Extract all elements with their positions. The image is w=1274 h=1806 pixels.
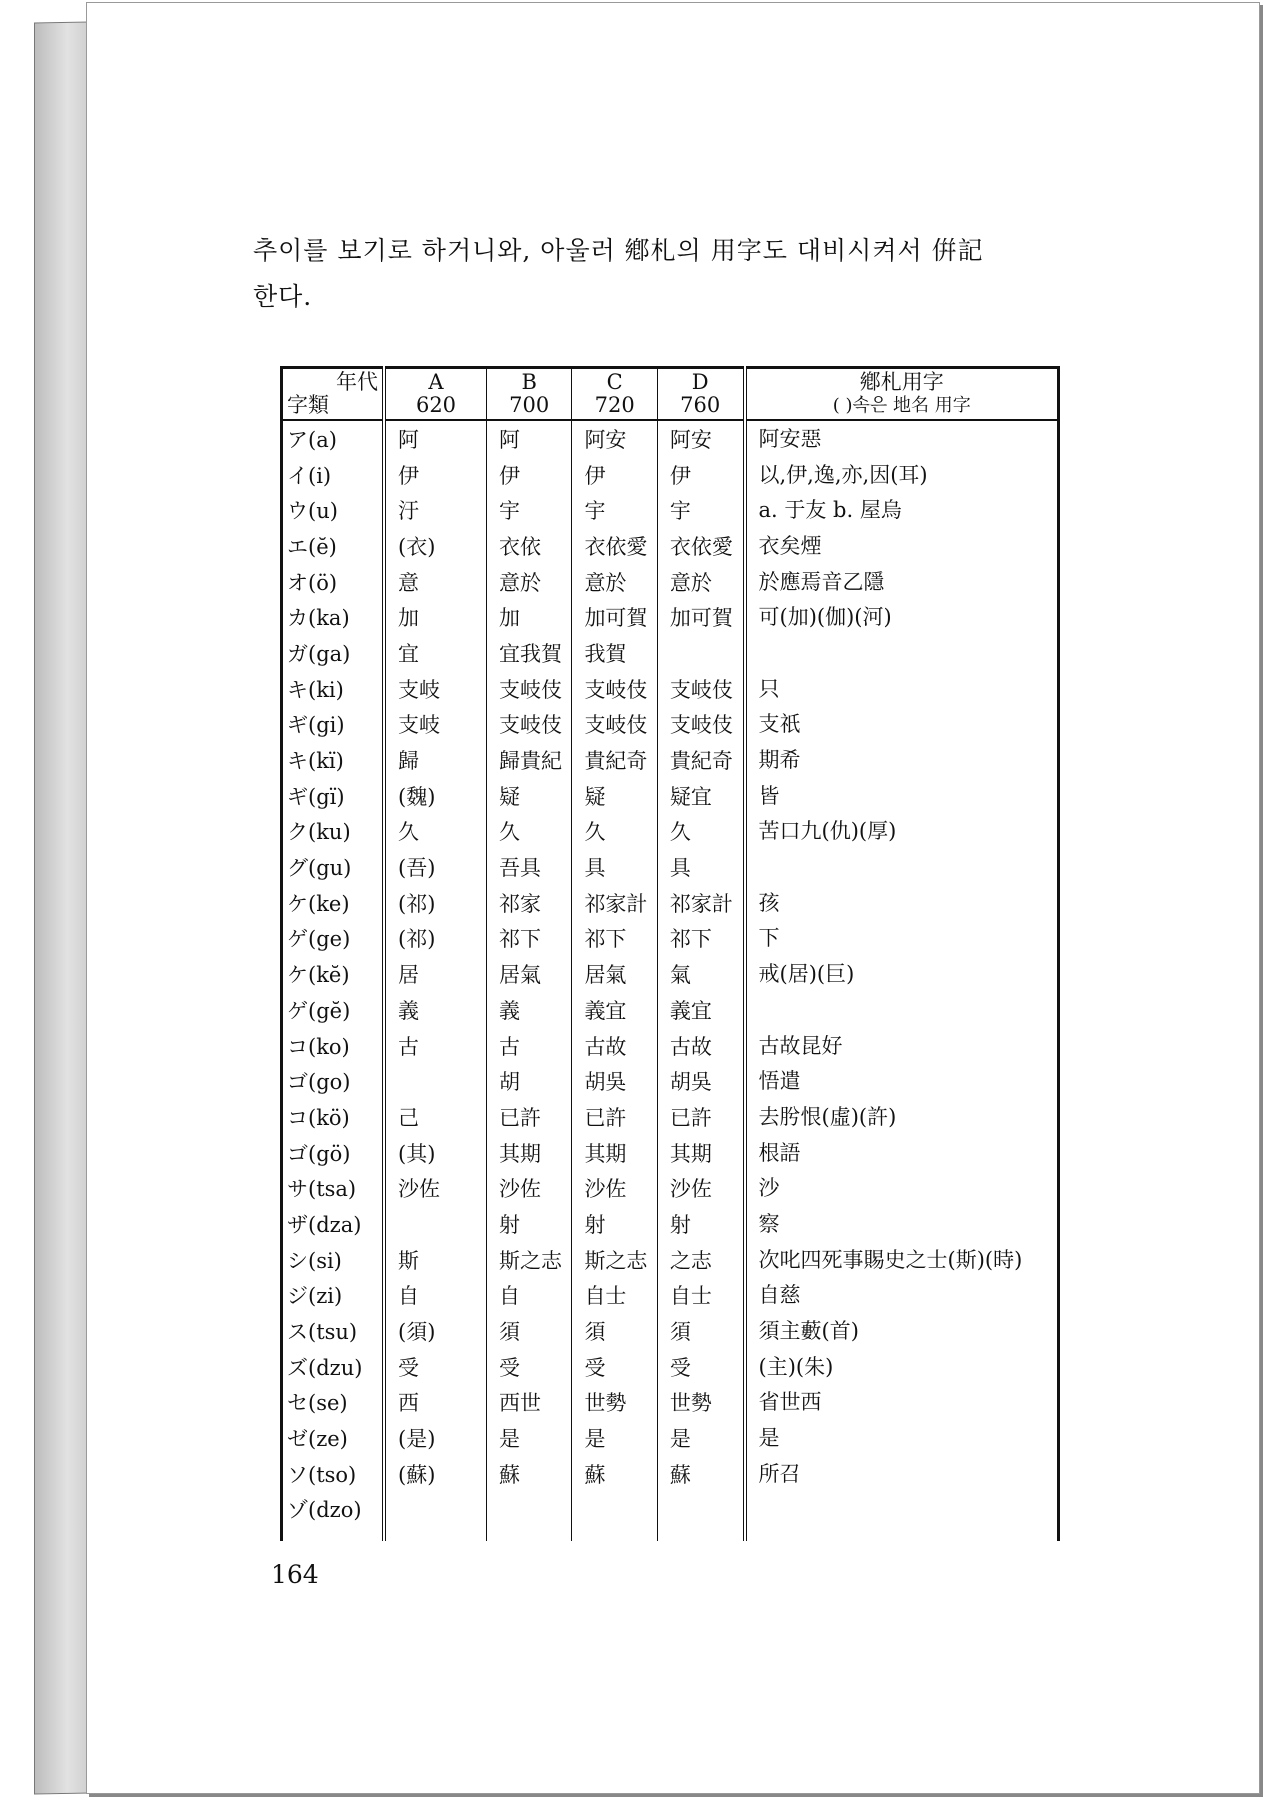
- hyangchal-cell: 衣矣煙: [745, 528, 1059, 564]
- hyangchal-cell: 苦口九(仇)(厚): [745, 814, 1059, 850]
- hyangchal-cell: 沙: [745, 1170, 1059, 1206]
- col-b-cell: 久: [487, 814, 572, 850]
- col-b-cell: 已許: [487, 1099, 572, 1135]
- col-c-cell: 我賀: [572, 635, 657, 671]
- table-row: [282, 778, 1059, 814]
- col-b-cell: 自: [487, 1278, 572, 1314]
- col-b-cell: 義: [487, 992, 572, 1028]
- hyangchal-cell: 皆: [745, 778, 1059, 814]
- hyangchal-cell: 省世西: [745, 1385, 1059, 1421]
- col-a-cell: 加: [384, 599, 487, 635]
- hyangchal-cell: [745, 1492, 1059, 1542]
- table-row: [282, 956, 1059, 992]
- hyangchal-cell: 於應焉音乙隱: [745, 564, 1059, 600]
- hyangchal-cell: 下: [745, 921, 1059, 957]
- col-c-cell: 貴紀奇: [572, 742, 657, 778]
- table-row: [282, 1099, 1059, 1135]
- col-c-cell: 胡吳: [572, 1063, 657, 1099]
- col-d-cell: 久: [657, 814, 744, 850]
- col-a-cell: 伊: [384, 457, 487, 493]
- col-d-cell: 貴紀奇: [657, 742, 744, 778]
- table-row: [282, 707, 1059, 743]
- hyangchal-cell: 以,伊,逸,亦,因(耳): [745, 457, 1059, 493]
- kana-cell: サ(tsa): [282, 1170, 385, 1206]
- col-b-cell: 吾具: [487, 849, 572, 885]
- col-c-cell: 加可賀: [572, 599, 657, 635]
- col-b-cell: 其期: [487, 1135, 572, 1171]
- paragraph-line-1: 추이를 보기로 하거니와, 아울러 鄕札의 用字도 대비시켜서 倂記: [253, 236, 984, 265]
- col-a-cell: 自: [384, 1278, 487, 1314]
- hyangchal-cell: 察: [745, 1206, 1059, 1242]
- kana-cell: シ(si): [282, 1242, 385, 1278]
- col-d-cell: 祁家計: [657, 885, 744, 921]
- col-b-cell: 古: [487, 1028, 572, 1064]
- col-c-cell: 居氣: [572, 956, 657, 992]
- table-row: [282, 1206, 1059, 1242]
- kana-cell: ク(ku): [282, 814, 385, 850]
- hyangchal-cell: [745, 992, 1059, 1028]
- kana-cell: ガ(ga): [282, 635, 385, 671]
- col-b-cell: 胡: [487, 1063, 572, 1099]
- col-year: 760: [680, 393, 721, 417]
- col-d-cell: 阿安: [657, 420, 744, 457]
- col-c-cell: 是: [572, 1420, 657, 1456]
- kana-cell: グ(gu): [282, 849, 385, 885]
- col-a-cell: 義: [384, 992, 487, 1028]
- table-row: [282, 1242, 1059, 1278]
- col-b-cell: 衣依: [487, 528, 572, 564]
- col-c-cell: 受: [572, 1349, 657, 1385]
- hyangchal-cell: 可(加)(伽)(河): [745, 599, 1059, 635]
- col-d-cell: 射: [657, 1206, 744, 1242]
- col-a-cell: 西: [384, 1385, 487, 1421]
- col-b-cell: 受: [487, 1349, 572, 1385]
- col-c-cell: 支岐伎: [572, 707, 657, 743]
- body-paragraph: [253, 228, 1093, 320]
- col-c-cell: 射: [572, 1206, 657, 1242]
- hyangchal-cell: a. 于友 b. 屋烏: [745, 492, 1059, 528]
- header-hyangchal: [745, 368, 1059, 421]
- hyangchal-cell: 戒(居)(巨): [745, 956, 1059, 992]
- kana-cell: ケ(kĕ): [282, 956, 385, 992]
- col-c-cell: 具: [572, 849, 657, 885]
- kana-cell: ゾ(dzo): [282, 1492, 385, 1542]
- col-d-cell: 受: [657, 1349, 744, 1385]
- col-d-cell: 衣依愛: [657, 528, 744, 564]
- col-letter: B: [521, 370, 537, 394]
- col-d-cell: 其期: [657, 1135, 744, 1171]
- col-a-cell: 己: [384, 1099, 487, 1135]
- col-c-cell: [572, 1492, 657, 1542]
- col-a-cell: 阿: [384, 420, 487, 457]
- col-a-cell: (須): [384, 1313, 487, 1349]
- col-d-cell: 義宜: [657, 992, 744, 1028]
- col-d-cell: 胡吳: [657, 1063, 744, 1099]
- hyangchal-cell: 支祇: [745, 707, 1059, 743]
- col-b-cell: 須: [487, 1313, 572, 1349]
- table-row: [282, 671, 1059, 707]
- col-b-cell: [487, 1492, 572, 1542]
- col-d-cell: 已許: [657, 1099, 744, 1135]
- col-b-cell: 宇: [487, 492, 572, 528]
- col-c-cell: 沙佐: [572, 1170, 657, 1206]
- col-year: 720: [594, 393, 635, 417]
- col-a-cell: (魏): [384, 778, 487, 814]
- col-b-cell: 宜我賀: [487, 635, 572, 671]
- col-year: 700: [509, 393, 550, 417]
- hyangchal-cell: 是: [745, 1420, 1059, 1456]
- table-row: [282, 1420, 1059, 1456]
- col-d-cell: 加可賀: [657, 599, 744, 635]
- col-a-cell: 久: [384, 814, 487, 850]
- col-d-cell: 支岐伎: [657, 707, 744, 743]
- col-d-cell: 具: [657, 849, 744, 885]
- table-row: [282, 992, 1059, 1028]
- col-d-cell: 古故: [657, 1028, 744, 1064]
- col-c-cell: 意於: [572, 564, 657, 600]
- hyangchal-cell: 次叱四死事賜史之士(斯)(時): [745, 1242, 1059, 1278]
- kana-cell: コ(ko): [282, 1028, 385, 1064]
- col-b-cell: 支岐伎: [487, 707, 572, 743]
- col-b-cell: 蘇: [487, 1456, 572, 1492]
- col-a-cell: 居: [384, 956, 487, 992]
- header-corner: [282, 368, 385, 421]
- col-a-cell: 沙佐: [384, 1170, 487, 1206]
- col-d-cell: 世勢: [657, 1385, 744, 1421]
- col-c-cell: 伊: [572, 457, 657, 493]
- col-b-cell: 歸貴紀: [487, 742, 572, 778]
- col-d-cell: 沙佐: [657, 1170, 744, 1206]
- kana-cell: ケ(ke): [282, 885, 385, 921]
- hyangchal-cell: (主)(朱): [745, 1349, 1059, 1385]
- kana-cell: オ(ö): [282, 564, 385, 600]
- kana-cell: ザ(dza): [282, 1206, 385, 1242]
- table-row: [282, 1028, 1059, 1064]
- hyangchal-cell: 所召: [745, 1456, 1059, 1492]
- table-header-row: [282, 368, 1059, 421]
- col-a-cell: 支岐: [384, 671, 487, 707]
- col-a-cell: (祁): [384, 885, 487, 921]
- col-c-cell: 義宜: [572, 992, 657, 1028]
- col-c-cell: 自士: [572, 1278, 657, 1314]
- col-c-cell: 其期: [572, 1135, 657, 1171]
- col-b-cell: 意於: [487, 564, 572, 600]
- col-d-cell: 意於: [657, 564, 744, 600]
- header-era: 年代: [336, 370, 378, 394]
- col-b-cell: 西世: [487, 1385, 572, 1421]
- table-row: [282, 1385, 1059, 1421]
- hyangchal-cell: 須主藪(首): [745, 1313, 1059, 1349]
- table-row: [282, 1170, 1059, 1206]
- col-b-cell: 居氣: [487, 956, 572, 992]
- header-col-c: [572, 368, 657, 421]
- col-c-cell: 世勢: [572, 1385, 657, 1421]
- col-d-cell: 宇: [657, 492, 744, 528]
- hyangchal-cell: 只: [745, 671, 1059, 707]
- table-body: [282, 420, 1059, 1541]
- col-b-cell: 祁下: [487, 921, 572, 957]
- header-col-b: [487, 368, 572, 421]
- header-category: 字類: [287, 393, 329, 417]
- col-letter: C: [606, 370, 623, 394]
- col-a-cell: [384, 1063, 487, 1099]
- kana-cell: コ(kö): [282, 1099, 385, 1135]
- col-d-cell: 氣: [657, 956, 744, 992]
- hyangchal-title: 鄕札用字: [859, 370, 944, 394]
- table-row: [282, 1313, 1059, 1349]
- col-b-cell: 祁家: [487, 885, 572, 921]
- hyangchal-cell: 期希: [745, 742, 1059, 778]
- col-a-cell: (衣): [384, 528, 487, 564]
- table-row: [282, 492, 1059, 528]
- kana-cell: ギ(gï): [282, 778, 385, 814]
- table-row: [282, 1135, 1059, 1171]
- kana-cell: ギ(gi): [282, 707, 385, 743]
- col-a-cell: [384, 1206, 487, 1242]
- table-row: [282, 1456, 1059, 1492]
- kana-cell: ゲ(ge): [282, 921, 385, 957]
- kana-cell: ズ(dzu): [282, 1349, 385, 1385]
- col-a-cell: (吾): [384, 849, 487, 885]
- col-b-cell: 加: [487, 599, 572, 635]
- table-row: [282, 599, 1059, 635]
- col-a-cell: [384, 1492, 487, 1542]
- col-a-cell: (祁): [384, 921, 487, 957]
- col-letter: A: [428, 370, 444, 394]
- col-a-cell: (其): [384, 1135, 487, 1171]
- col-b-cell: 伊: [487, 457, 572, 493]
- col-b-cell: 射: [487, 1206, 572, 1242]
- col-a-cell: (是): [384, 1420, 487, 1456]
- hyangchal-cell: 孩: [745, 885, 1059, 921]
- col-a-cell: 支岐: [384, 707, 487, 743]
- table-row: [282, 921, 1059, 957]
- col-a-cell: 古: [384, 1028, 487, 1064]
- hyangchal-cell: 悟遣: [745, 1063, 1059, 1099]
- kana-cell: ス(tsu): [282, 1313, 385, 1349]
- kana-usage-table: [280, 366, 1060, 1541]
- col-c-cell: 久: [572, 814, 657, 850]
- table-row: [282, 564, 1059, 600]
- kana-cell: ア(a): [282, 420, 385, 457]
- hyangchal-cell: 古故昆好: [745, 1028, 1059, 1064]
- col-c-cell: 祁下: [572, 921, 657, 957]
- hyangchal-cell: 根語: [745, 1135, 1059, 1171]
- kana-cell: キ(kï): [282, 742, 385, 778]
- col-year: 620: [415, 393, 457, 417]
- kana-cell: エ(ĕ): [282, 528, 385, 564]
- table-row: [282, 457, 1059, 493]
- kana-cell: イ(i): [282, 457, 385, 493]
- col-b-cell: 阿: [487, 420, 572, 457]
- col-d-cell: 是: [657, 1420, 744, 1456]
- col-d-cell: 蘇: [657, 1456, 744, 1492]
- col-d-cell: 支岐伎: [657, 671, 744, 707]
- header-col-d: [657, 368, 744, 421]
- col-c-cell: 祁家計: [572, 885, 657, 921]
- col-a-cell: 歸: [384, 742, 487, 778]
- col-c-cell: 斯之志: [572, 1242, 657, 1278]
- col-d-cell: [657, 635, 744, 671]
- kana-cell: ソ(tso): [282, 1456, 385, 1492]
- col-c-cell: 須: [572, 1313, 657, 1349]
- table-row: [282, 814, 1059, 850]
- col-d-cell: 疑宜: [657, 778, 744, 814]
- col-b-cell: 支岐伎: [487, 671, 572, 707]
- table-row: [282, 420, 1059, 457]
- col-a-cell: 宜: [384, 635, 487, 671]
- col-a-cell: 意: [384, 564, 487, 600]
- hyangchal-cell: 阿安惡: [745, 420, 1059, 457]
- col-c-cell: 阿安: [572, 420, 657, 457]
- col-b-cell: 疑: [487, 778, 572, 814]
- col-a-cell: 受: [384, 1349, 487, 1385]
- col-d-cell: 之志: [657, 1242, 744, 1278]
- col-c-cell: 支岐伎: [572, 671, 657, 707]
- col-a-cell: 汙: [384, 492, 487, 528]
- table-row: [282, 885, 1059, 921]
- col-d-cell: 祁下: [657, 921, 744, 957]
- kana-cell: ゴ(go): [282, 1063, 385, 1099]
- page-number: 164: [271, 1560, 319, 1589]
- hyangchal-cell: [745, 849, 1059, 885]
- col-c-cell: 蘇: [572, 1456, 657, 1492]
- col-c-cell: 疑: [572, 778, 657, 814]
- col-a-cell: (蘇): [384, 1456, 487, 1492]
- kana-cell: ジ(zi): [282, 1278, 385, 1314]
- table-row: [282, 1349, 1059, 1385]
- kana-cell: ゲ(gĕ): [282, 992, 385, 1028]
- col-b-cell: 沙佐: [487, 1170, 572, 1206]
- kana-cell: キ(ki): [282, 671, 385, 707]
- col-a-cell: 斯: [384, 1242, 487, 1278]
- table-row: [282, 1492, 1059, 1542]
- hyangchal-note: ( )속은 地名 用字: [832, 395, 971, 416]
- col-d-cell: [657, 1492, 744, 1542]
- col-c-cell: 已許: [572, 1099, 657, 1135]
- col-c-cell: 宇: [572, 492, 657, 528]
- hyangchal-cell: 去肹恨(虛)(許): [745, 1099, 1059, 1135]
- col-c-cell: 衣依愛: [572, 528, 657, 564]
- kana-cell: ゴ(gö): [282, 1135, 385, 1171]
- kana-cell: ゼ(ze): [282, 1420, 385, 1456]
- col-d-cell: 自士: [657, 1278, 744, 1314]
- header-col-a: [384, 368, 487, 421]
- table-row: [282, 849, 1059, 885]
- col-b-cell: 是: [487, 1420, 572, 1456]
- table-row: [282, 1278, 1059, 1314]
- table-row: [282, 635, 1059, 671]
- hyangchal-cell: 自慈: [745, 1278, 1059, 1314]
- table-row: [282, 742, 1059, 778]
- col-c-cell: 古故: [572, 1028, 657, 1064]
- col-d-cell: 須: [657, 1313, 744, 1349]
- col-letter: D: [691, 370, 709, 394]
- table-row: [282, 1063, 1059, 1099]
- hyangchal-cell: [745, 635, 1059, 671]
- book-spine: [34, 22, 90, 1795]
- table-row: [282, 528, 1059, 564]
- col-d-cell: 伊: [657, 457, 744, 493]
- paragraph-line-2: 한다.: [253, 282, 313, 311]
- kana-cell: カ(ka): [282, 599, 385, 635]
- kana-cell: ウ(u): [282, 492, 385, 528]
- kana-cell: セ(se): [282, 1385, 385, 1421]
- col-b-cell: 斯之志: [487, 1242, 572, 1278]
